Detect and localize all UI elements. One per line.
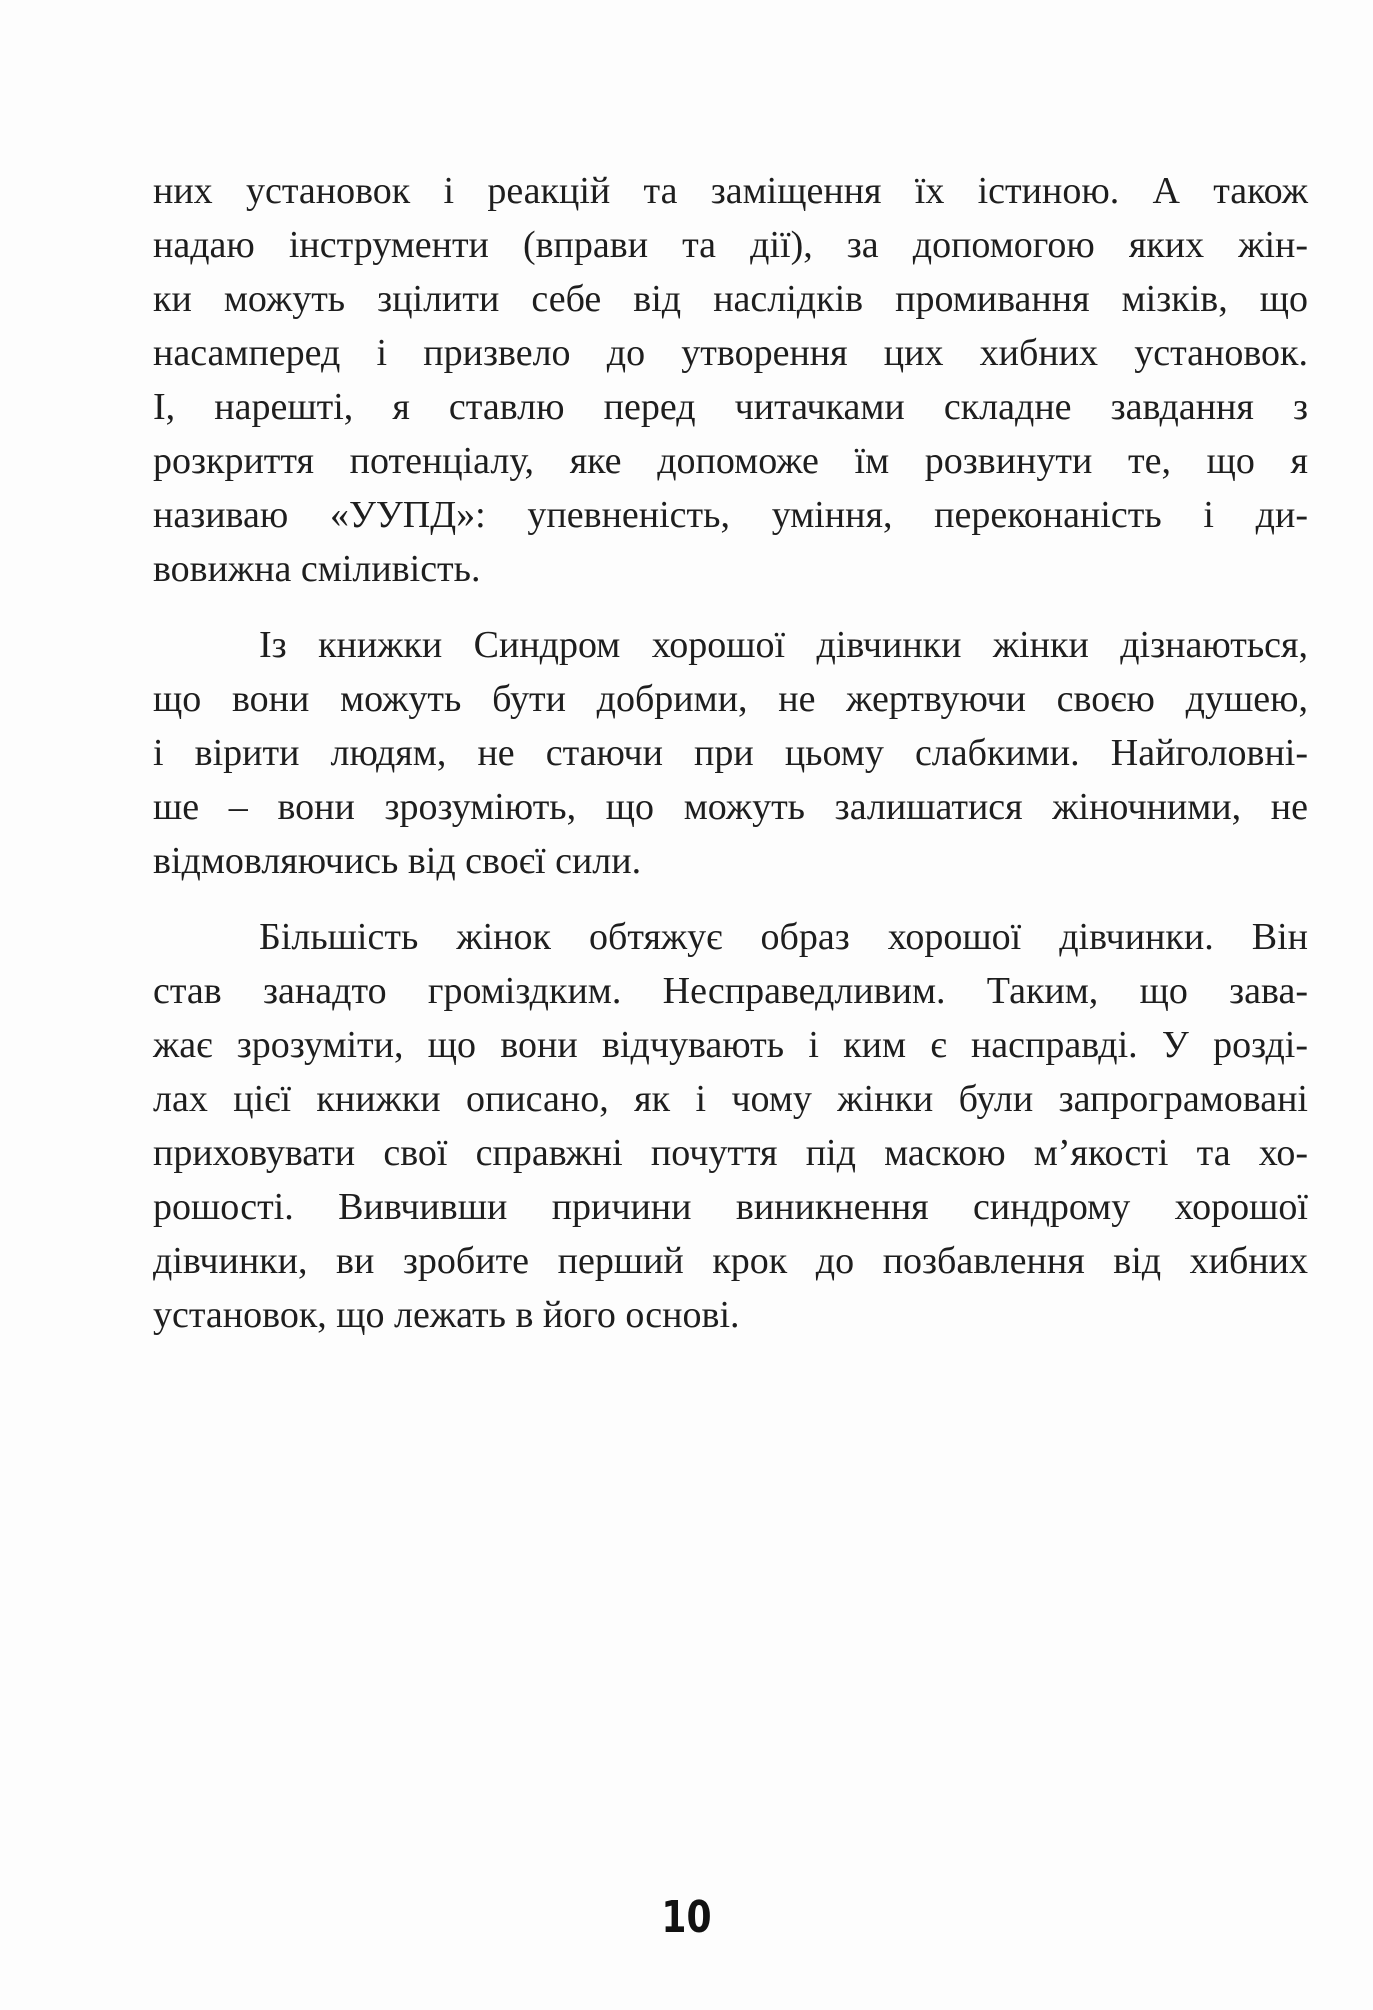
text-line: лах цієї книжки описано, як і чому жінки були запрограмовані [153,1078,1308,1120]
text-line: Із книжки Синдром хорошої дівчинки жінки дізнаються, [259,624,1308,666]
text-line: надаю інструменти (вправи та дії), за допомогою яких жін- [153,224,1308,266]
text-line: дівчинки, ви зробите перший крок до позбавлення від хибних [153,1240,1308,1282]
text-line: розкриття потенціалу, яке допоможе їм розвинути те, що я [153,440,1308,482]
paragraph-3 [153,910,1308,1342]
text-line: установок, що лежать в його основі. [153,1294,740,1336]
text-line: став занадто громіздким. Несправедливим. Таким, що зава- [153,970,1308,1012]
text-line: що вони можуть бути добрими, не жертвуючи своєю душею, [153,678,1308,720]
body-text [153,164,1308,1342]
text-line: ки можуть зцілити себе від наслідків промивання мізків, що [153,278,1308,320]
page-number: 10 [661,1892,712,1943]
text-line: вовижна сміливість. [153,548,481,590]
text-line: жає зрозуміти, що вони відчувають і ким є насправді. У розді- [153,1024,1308,1066]
text-line: називаю «УУПД»: упевненість, уміння, переконаність і ди- [153,494,1308,536]
text-line: них установок і реакцій та заміщення їх істиною. А також [153,170,1308,212]
paragraph-2 [153,618,1308,888]
text-line: рошості. Вивчивши причини виникнення синдрому хорошої [153,1186,1308,1228]
text-line: Більшість жінок обтяжує образ хорошої дівчинки. Він [259,916,1308,958]
paragraph-1 [153,164,1308,596]
text-line: приховувати свої справжні почуття під маскою м’якості та хо- [153,1132,1308,1174]
text-line: відмовляючись від своєї сили. [153,840,642,882]
text-line: І, нарешті, я ставлю перед читачками складне завдання з [153,386,1308,428]
text-line: насамперед і призвело до утворення цих хибних установок. [153,332,1308,374]
text-line: і вірити людям, не стаючи при цьому слабкими. Найголовні- [153,732,1308,774]
text-line: ше – вони зрозуміють, що можуть залишатися жіночними, не [153,786,1308,828]
